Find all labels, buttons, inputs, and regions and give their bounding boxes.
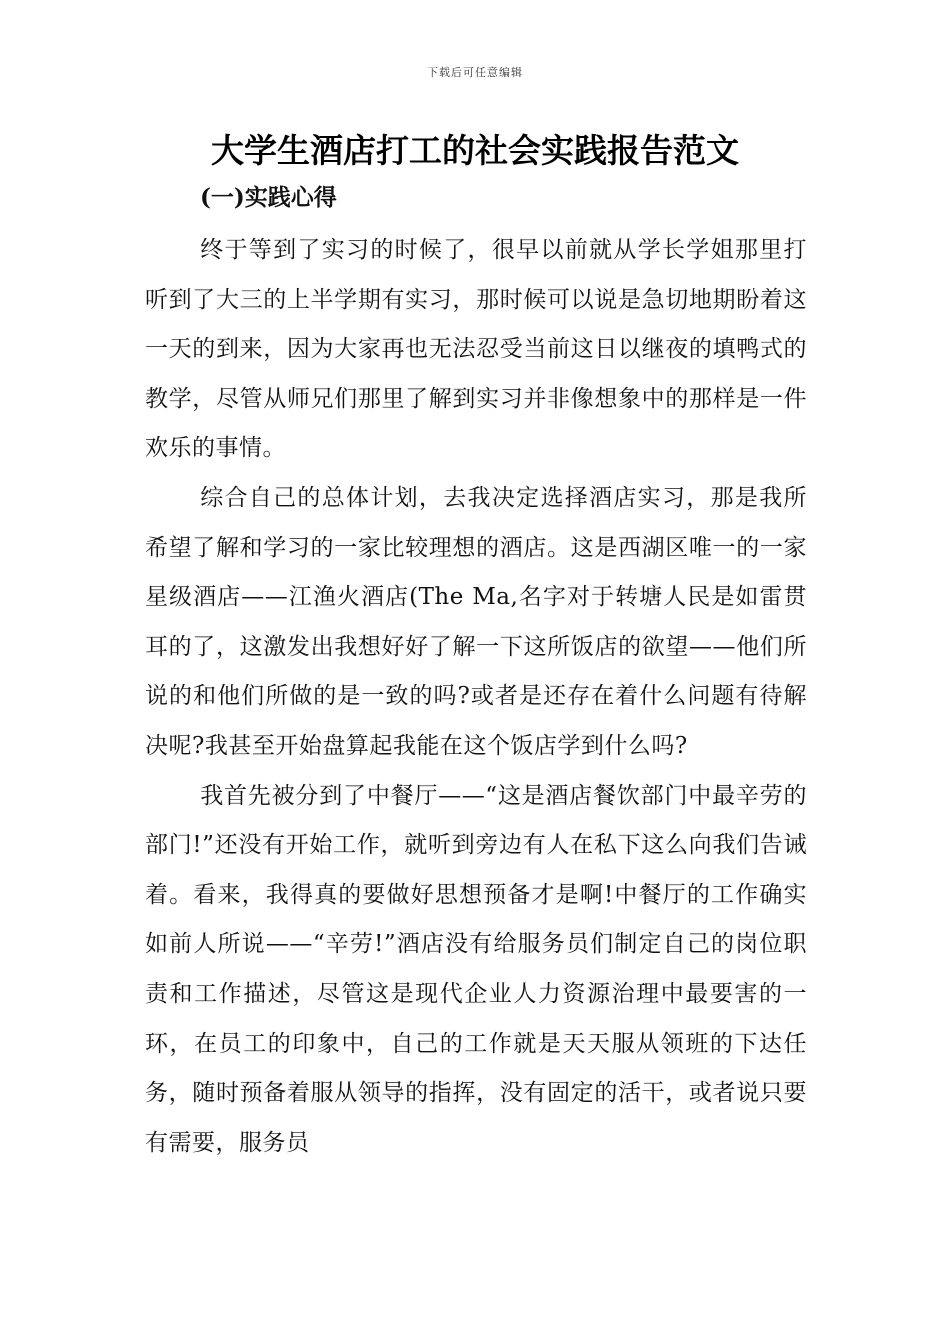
section-heading: (一)实践心得: [200, 184, 337, 211]
paragraph: 综合自己的总体计划，去我决定选择酒店实习，那是我所希望了解和学习的一家比较理想的酒店。这是西湖区唯一的一家星级酒店——江渔火酒店(The Ma,名字对于转塘人民是如雷贯耳的了，这激发出我想好好了解一下这所饭店的欲望——他们所说的和他们所做的是一致的吗?或者是还存在着什么问题有待解决呢?我甚至开始盘算起我能在这个饭店学到什么吗?: [145, 484, 807, 759]
paragraph: 终于等到了实习的时候了，很早以前就从学长学姐那里打听到了大三的上半学期有实习，那时候可以说是急切地期盼着这一天的到来，因为大家再也无法忍受当前这日以继夜的填鸭式的教学，尽管从师兄们那里了解到实习并非像想象中的那样是一件欢乐的事情。: [145, 237, 807, 462]
paragraph: 我首先被分到了中餐厅——“这是酒店餐饮部门中最辛劳的部门!”还没有开始工作，就听到旁边有人在私下这么向我们告诫着。看来，我得真的要做好思想预备才是啊!中餐厅的工作确实如前人所说——“辛劳!”酒店没有给服务员们制定自己的岗位职责和工作描述，尽管这是现代企业人力资源治理中最要害的一环，在员工的印象中，自己的工作就是天天服从领班的下达任务，随时预备着服从领导的指挥，没有固定的活干，或者说只要有需要，服务员: [145, 782, 807, 1156]
header-note: 下载后可任意编辑: [427, 66, 523, 79]
document-body: [145, 226, 807, 1168]
document-title: 大学生酒店打工的社会实践报告范文: [211, 131, 739, 170]
